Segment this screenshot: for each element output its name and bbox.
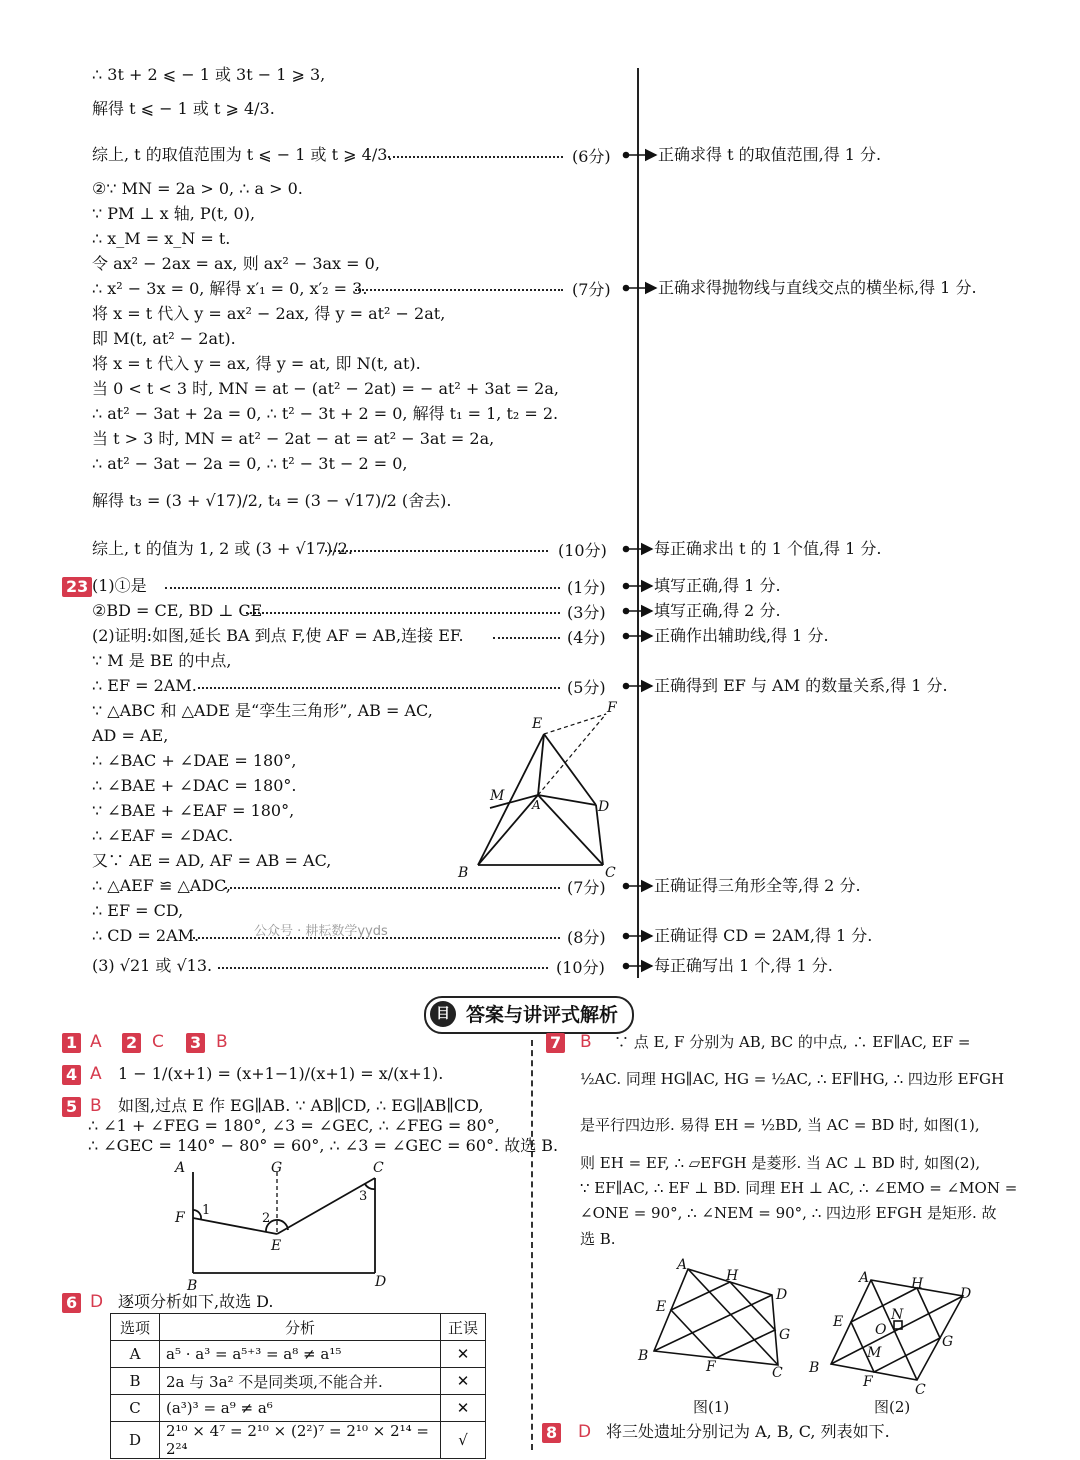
fig7b-label: D: [960, 1286, 972, 1302]
step-line: ∴ ∠EAF = ∠DAC.: [92, 826, 234, 845]
fig7b-label: H: [911, 1276, 924, 1292]
table-header: 正误: [441, 1314, 486, 1341]
score-label: (7分): [567, 878, 606, 897]
step-line: 即 M(t, at² − 2at).: [92, 329, 236, 348]
q7-badge: 7: [546, 1033, 565, 1053]
fig5-label: 2: [262, 1211, 271, 1226]
grading-note: 正确得到 EF 与 AM 的数量关系,得 1 分.: [654, 676, 948, 695]
score-label: (3分): [567, 603, 606, 622]
q8-answer: D: [578, 1422, 592, 1442]
table-cell: D: [111, 1422, 160, 1459]
table-row: [111, 1422, 486, 1459]
q1-badge: 1: [62, 1033, 81, 1053]
table-row: [111, 1395, 486, 1422]
q4-answer: A: [90, 1064, 102, 1084]
table-header: 选项: [111, 1314, 160, 1341]
fig23-label: C: [605, 865, 616, 881]
q6-intro: 逐项分析如下,故选 D.: [118, 1292, 274, 1311]
fig5-label: 3: [359, 1189, 368, 1204]
fig7b-label: E: [833, 1314, 844, 1330]
q5-line: ∴ ∠1 + ∠FEG = 180°, ∠3 = ∠GEC, ∴ ∠FEG = 80°,: [88, 1116, 500, 1135]
q2-answer: C: [152, 1032, 164, 1052]
table-row: [111, 1341, 486, 1368]
q7-line: 是平行四边形. 易得 EH = ½BD, 当 AC = BD 时, 如图(1),: [580, 1116, 980, 1134]
fig23-label: A: [532, 798, 541, 812]
score-label: (4分): [567, 628, 606, 647]
q4-solution: 1 − 1/(x+1) = (x+1−1)/(x+1) = x/(x+1).: [118, 1064, 444, 1083]
table-cell: ✕: [441, 1368, 486, 1395]
score-label: (10分): [556, 958, 605, 977]
fig5-label: C: [373, 1160, 384, 1176]
table-cell: (a³)³ = a⁹ ≠ a⁶: [160, 1395, 441, 1422]
q5-line: 如图,过点 E 作 EG∥AB. ∵ AB∥CD, ∴ EG∥AB∥CD,: [118, 1096, 484, 1115]
dot-leader: [165, 587, 560, 589]
grading-note: 每正确求出 t 的 1 个值,得 1 分.: [654, 539, 882, 558]
step-line: ∴ △AEF ≌ △ADC,: [92, 876, 231, 895]
fig5-label: G: [271, 1160, 283, 1176]
step-line: ∵ △ABC 和 △ADE 是“孪生三角形”, AB = AC,: [92, 701, 433, 720]
step-line: ∴ at² − 3at + 2a = 0, ∴ t² − 3t + 2 = 0, 解得 t₁ = 1, t₂ = 2.: [92, 404, 559, 423]
section-title: [424, 996, 634, 1034]
table-cell: ✕: [441, 1341, 486, 1368]
fig5-label: A: [175, 1160, 186, 1176]
figure-caption: 图(2): [874, 1398, 911, 1416]
grading-note: 正确求得 t 的取值范围,得 1 分.: [658, 145, 882, 164]
q7-line: ∵ EF∥AC, ∴ EF ⊥ BD. 同理 EH ⊥ AC, ∴ ∠EMO = ∠MON =: [580, 1179, 1018, 1197]
fig5-label: D: [375, 1274, 387, 1290]
grading-note: 正确求得抛物线与直线交点的横坐标,得 1 分.: [658, 278, 977, 297]
table-cell: 2a 与 3a² 不是同类项,不能合并.: [160, 1368, 441, 1395]
fig7a-label: B: [638, 1348, 649, 1364]
grading-note: 正确证得 CD = 2AM,得 1 分.: [654, 926, 873, 945]
q3-answer: B: [216, 1032, 228, 1052]
step-line: 当 t > 3 时, MN = at² − 2at − at = at² − 3at = 2a,: [92, 429, 495, 448]
dot-leader: [325, 550, 548, 552]
fig23-label: E: [532, 716, 543, 732]
watermark: 公众号 · 耕耘数学yyds: [254, 924, 388, 939]
step-line: (1)①是: [92, 576, 147, 595]
step-line: AD = AE,: [92, 726, 169, 745]
fig5-label: B: [187, 1278, 198, 1293]
fig7a-label: F: [706, 1359, 716, 1375]
grading-note: 填写正确,得 2 分.: [654, 601, 781, 620]
step-line: ∵ PM ⊥ x 轴, P(t, 0),: [92, 204, 256, 223]
table-cell: 2¹⁰ × 4⁷ = 2¹⁰ × (2²)⁷ = 2¹⁰ × 2¹⁴ = 2²⁴: [160, 1422, 441, 1459]
figure-caption: 图(1): [693, 1398, 730, 1416]
score-label: (10分): [558, 541, 607, 560]
q5-line: ∴ ∠GEC = 140° − 80° = 60°, ∴ ∠3 = ∠GEC = 60°. 故选 B.: [88, 1136, 559, 1155]
step-line: 又∵ AE = AD, AF = AB = AC,: [92, 851, 332, 870]
step-line: ∴ x² − 3x = 0, 解得 x′₁ = 0, x′₂ = 3.: [92, 279, 368, 298]
dot-leader: [198, 687, 560, 689]
column-divider: [531, 1040, 533, 1450]
fig7b-label: O: [875, 1322, 887, 1338]
q4-badge: 4: [62, 1065, 81, 1085]
dot-leader: [493, 637, 560, 639]
score-label: (8分): [567, 928, 606, 947]
fig5-label: 1: [202, 1203, 211, 1218]
grading-note: 每正确写出 1 个,得 1 分.: [654, 956, 833, 975]
fig23-label: D: [598, 799, 610, 815]
table-cell: B: [111, 1368, 160, 1395]
grading-note: 填写正确,得 1 分.: [654, 576, 781, 595]
step-line: (2)证明:如图,延长 BA 到点 F,使 AF = AB,连接 EF.: [92, 626, 464, 645]
score-label: (7分): [572, 280, 611, 299]
dot-leader: [355, 289, 563, 291]
q7-line: 选 B.: [580, 1230, 616, 1248]
section-icon: 目: [430, 1001, 456, 1027]
fig23-label: M: [490, 788, 505, 804]
fig7a-label: G: [779, 1327, 791, 1343]
grading-note: 正确证得三角形全等,得 2 分.: [654, 876, 861, 895]
q5-figure: [165, 1158, 405, 1293]
step-line: 将 x = t 代入 y = ax² − 2ax, 得 y = at² − 2at,: [92, 304, 446, 323]
section-title-text: 答案与讲评式解析: [466, 1004, 619, 1026]
fig7a-label: E: [656, 1299, 667, 1315]
step-line: ∴ CD = 2AM.: [92, 926, 200, 945]
q6-answer: D: [90, 1292, 104, 1312]
fig7a-label: C: [772, 1365, 783, 1380]
dot-leader: [388, 156, 563, 158]
q7-line: ½AC. 同理 HG∥AC, HG = ½AC, ∴ EF∥HG, ∴ 四边形 EFGH: [580, 1070, 1005, 1088]
q7-line: 则 EH = EF, ∴ ▱EFGH 是菱形. 当 AC ⊥ BD 时, 如图(2),: [580, 1154, 981, 1172]
table-cell: A: [111, 1341, 160, 1368]
step-line: ∴ ∠BAE + ∠DAC = 180°.: [92, 776, 297, 795]
q7-line: ∵ 点 E, F 分别为 AB, BC 的中点, ∴ EF∥AC, EF =: [614, 1033, 971, 1051]
q7-figure-1: [630, 1255, 800, 1380]
score-label: (6分): [572, 147, 611, 166]
step-line: ∵ M 是 BE 的中点,: [92, 651, 232, 670]
step-line: ∴ x_M = x_N = t.: [92, 229, 231, 248]
q8-intro: 将三处遗址分别记为 A, B, C, 列表如下.: [606, 1422, 890, 1441]
table-cell: ✕: [441, 1395, 486, 1422]
grading-note: 正确作出辅助线,得 1 分.: [654, 626, 829, 645]
dot-leader: [246, 612, 560, 614]
table-row: [111, 1368, 486, 1395]
q6-badge: 6: [62, 1293, 81, 1313]
step-line: ②∵ MN = 2a > 0, ∴ a > 0.: [92, 179, 303, 198]
table-cell: C: [111, 1395, 160, 1422]
step-line: ∴ at² − 3at − 2a = 0, ∴ t² − 3t − 2 = 0,: [92, 454, 408, 473]
q7-answer: B: [580, 1032, 592, 1052]
fig23-label: B: [458, 865, 469, 881]
step-line: ∵ ∠BAE + ∠EAF = 180°,: [92, 801, 295, 820]
step-line: 解得 t₃ = (3 + √17)/2, t₄ = (3 − √17)/2 (舍去).: [92, 491, 452, 510]
q7-line: ∠ONE = 90°, ∴ ∠NEM = 90°, ∴ 四边形 EFGH 是矩形. 故: [580, 1204, 997, 1222]
dot-leader: [218, 967, 548, 969]
dot-leader: [225, 887, 560, 889]
fig7b-label: N: [891, 1307, 904, 1323]
step-line: 令 ax² − 2ax = ax, 则 ax² − 3ax = 0,: [92, 254, 380, 273]
fig7b-label: A: [859, 1270, 870, 1286]
table-cell: a⁵ · a³ = a⁵⁺³ = a⁸ ≠ a¹⁵: [160, 1341, 441, 1368]
fig7a-label: A: [677, 1257, 688, 1273]
fig7b-label: M: [867, 1345, 882, 1361]
q1-answer: A: [90, 1032, 102, 1052]
fig7a-label: D: [776, 1287, 788, 1303]
step-line: 将 x = t 代入 y = ax, 得 y = at, 即 N(t, at).: [92, 354, 421, 373]
q2-badge: 2: [122, 1033, 141, 1053]
step-line: (3) √21 或 √13.: [92, 956, 213, 975]
q6-analysis-table: [110, 1313, 486, 1459]
step-line: 综上, t 的取值范围为 t ⩽ − 1 或 t ⩾ 4/3.: [92, 145, 393, 164]
fig23-label: F: [607, 700, 617, 716]
fig7b-label: G: [942, 1334, 954, 1350]
table-header: 分析: [160, 1314, 441, 1341]
q7-figure-2: [805, 1262, 980, 1397]
step-line: ∴ 3t + 2 ⩽ − 1 或 3t − 1 ⩾ 3,: [92, 65, 326, 84]
question-23-badge: 23: [62, 577, 92, 597]
q5-badge: 5: [62, 1097, 81, 1117]
step-line: ∴ EF = CD,: [92, 901, 184, 920]
q8-badge: 8: [542, 1423, 561, 1443]
table-cell: √: [441, 1422, 486, 1459]
q5-answer: B: [90, 1096, 102, 1116]
step-line: 当 0 < t < 3 时, MN = at − (at² − 2at) = − at² + 3at = 2a,: [92, 379, 559, 398]
step-line: 解得 t ⩽ − 1 或 t ⩾ 4/3.: [92, 99, 275, 118]
step-line: ∴ ∠BAC + ∠DAE = 180°,: [92, 751, 297, 770]
step-line: ∴ EF = 2AM.: [92, 676, 197, 695]
score-label: (5分): [567, 678, 606, 697]
fig7a-label: H: [726, 1268, 739, 1284]
fig7b-label: B: [809, 1360, 820, 1376]
fig7b-label: C: [915, 1382, 926, 1397]
fig5-label: E: [271, 1238, 282, 1254]
score-label: (1分): [567, 578, 606, 597]
fig5-label: F: [175, 1210, 185, 1226]
step-line: 综上, t 的值为 1, 2 或 (3 + √17)/2.: [92, 539, 353, 558]
step-line: ②BD = CE, BD ⊥ CE: [92, 601, 263, 620]
q23-figure: [450, 700, 630, 885]
fig7b-label: F: [863, 1374, 873, 1390]
q3-badge: 3: [186, 1033, 205, 1053]
